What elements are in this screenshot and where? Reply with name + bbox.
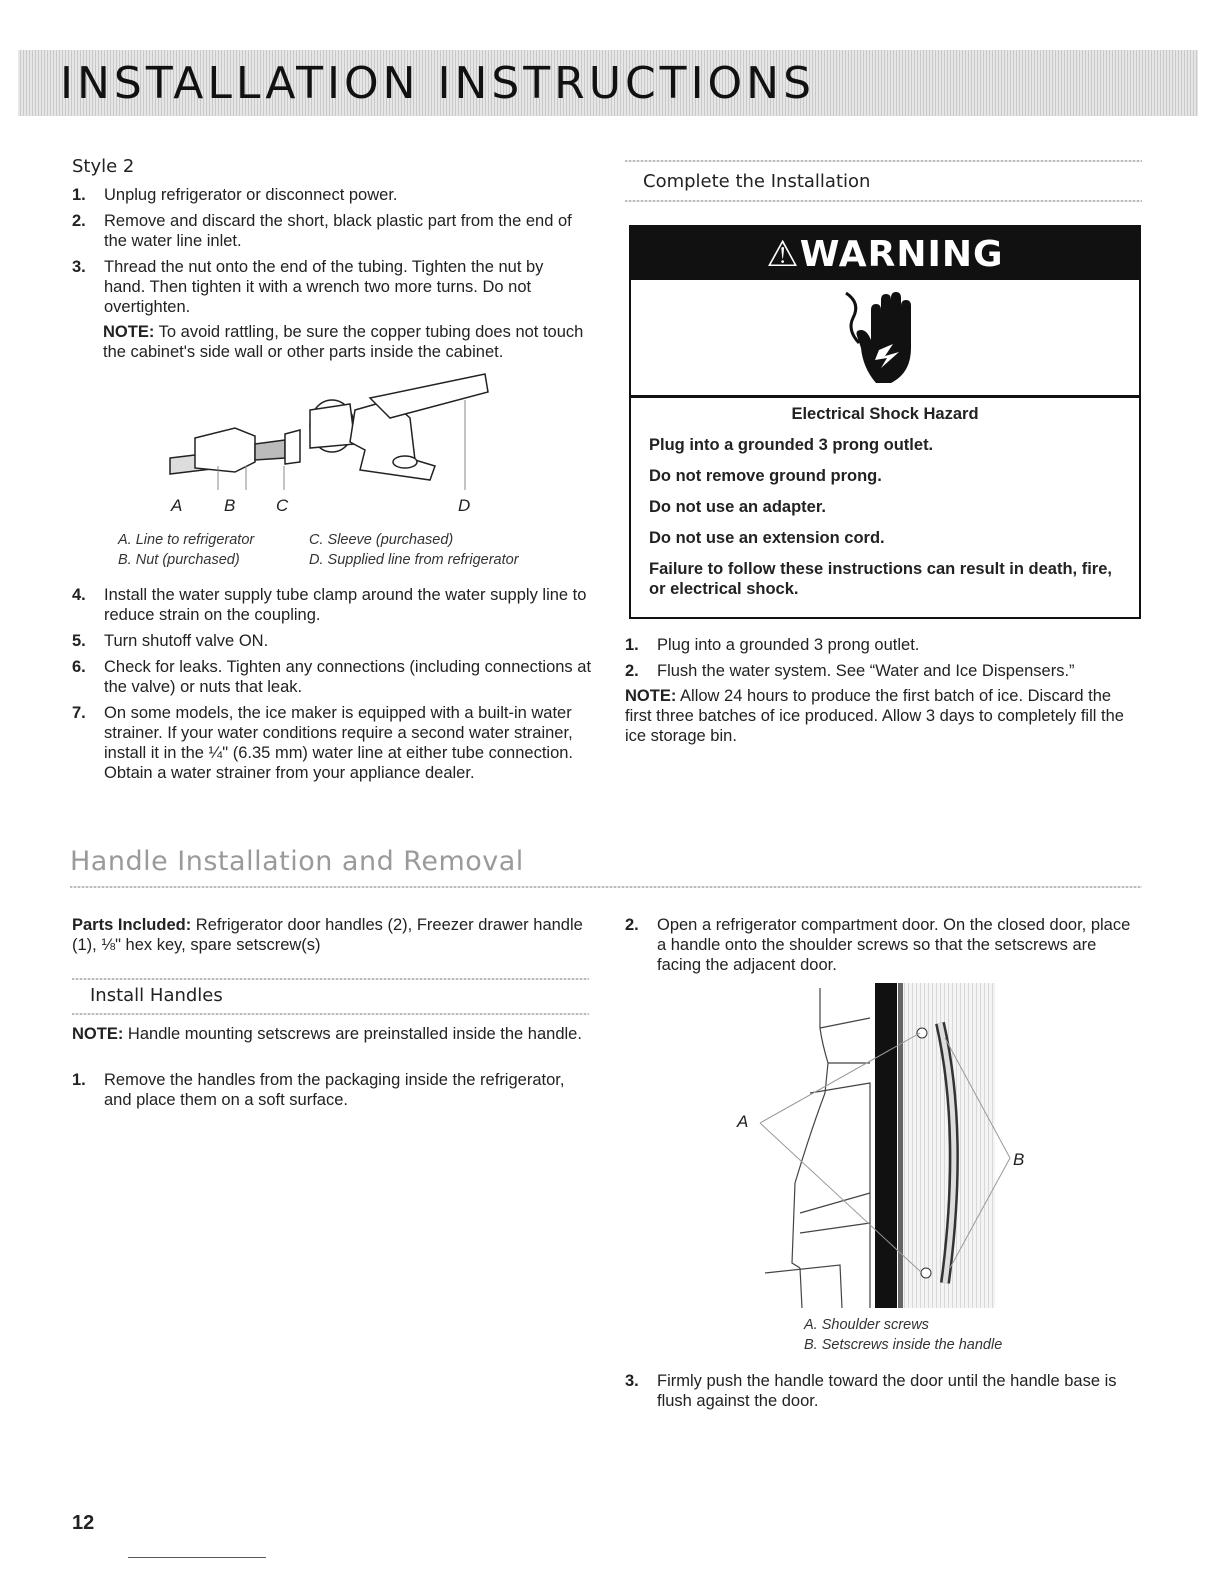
list-item: 3. Thread the nut onto the end of the tubing. Tighten the nut by hand. Then tighten it with a wrench two more turns. Do not overtighten. [72,258,544,316]
warning-line: Do not use an extension cord. [649,529,885,547]
figure1-label-c: C [276,496,289,515]
figure1-label-b: B [224,496,236,515]
warning-triangle-icon: ⚠ [766,234,800,275]
warning-text [631,398,1139,599]
warning-line: Do not use an adapter. [649,498,826,516]
footer-line [128,1557,266,1558]
divider [70,886,1142,888]
warning-header: ⚠WARNING [631,227,1139,280]
divider [72,978,589,980]
list-item: 1. Remove the handles from the packaging inside the refrigerator, and place them on a soft surface. [72,1071,565,1109]
install-handles-heading: Install Handles [90,985,223,1006]
divider [625,200,1142,202]
electric-shock-hand-icon [841,288,931,388]
warning-icon-area [631,280,1139,398]
steps-list-b [72,585,592,789]
install-steps-left [72,1070,587,1116]
list-item: 2. Flush the water system. See “Water and Ice Dispensers.” [625,662,1075,680]
figure1-caption-a: A. Line to refrigerator [118,532,255,548]
figure2-caption-b: B. Setscrews inside the handle [804,1337,1003,1353]
list-item: 3. Firmly push the handle toward the door until the handle base is flush against the door. [625,1372,1117,1410]
list-item: 1. Plug into a grounded 3 prong outlet. [625,636,920,654]
parts-included: Parts Included: Refrigerator door handles (2), Freezer drawer handle (1), ⅛" hex key, spare setscrew(s) [72,916,583,954]
water-line-fitting-illustration [160,370,500,490]
warning-line: Plug into a grounded 3 prong outlet. [649,436,934,454]
list-item: 4. Install the water supply tube clamp around the water supply line to reduce strain on the coupling. [72,586,587,624]
figure2-label-b: B [1013,1150,1025,1169]
warning-box [629,225,1141,619]
note-setscrews: NOTE: Handle mounting setscrews are preinstalled inside the handle. [72,1025,582,1043]
steps-list-a [72,185,587,323]
figure1-caption-d: D. Supplied line from refrigerator [309,552,519,568]
figure2-caption-a: A. Shoulder screws [804,1317,929,1333]
list-item: 5. Turn shutoff valve ON. [72,632,269,650]
list-item: 2. Open a refrigerator compartment door. On the closed door, place a handle onto the shoulder screws so that the setscrews are facing the adjacent door. [625,916,1131,974]
install-steps-right-b [625,1371,1145,1417]
warning-line: Failure to follow these instructions can result in death, fire, or electrical shock. [649,560,1112,598]
list-item: 7. On some models, the ice maker is equipped with a built-in water strainer. If your water conditions require a second water strainer, install it in the ¼" (6.35 mm) water line at either tube connection. Obtain a water strainer from your appliance dealer. [72,704,574,782]
figure2-label-a: A [737,1112,749,1131]
list-item: 6. Check for leaks. Tighten any connections (including connections at the valve) or nuts that leak. [72,658,592,696]
warning-line: Do not remove ground prong. [649,467,882,485]
page-title: INSTALLATION INSTRUCTIONS [60,58,816,109]
handle-installation-illustration [740,983,1030,1308]
note-ice: NOTE: Allow 24 hours to produce the first batch of ice. Discard the first three batches of ice produced. Allow 3 days to completely fill the ice storage bin. [625,687,1124,745]
complete-steps-list [625,635,1140,687]
divider [72,1013,589,1015]
figure1-caption-b: B. Nut (purchased) [118,552,240,568]
list-item: 1. Unplug refrigerator or disconnect power. [72,186,398,204]
style-2-heading: Style 2 [72,156,135,177]
divider [625,160,1142,162]
note-rattling: NOTE: To avoid rattling, be sure the copper tubing does not touch the cabinet's side wall or other parts inside the cabinet. [103,323,584,361]
install-steps-right-a [625,915,1140,981]
handle-section-heading: Handle Installation and Removal [70,846,524,877]
hazard-title: Electrical Shock Hazard [791,405,979,423]
figure1-label-a: A [171,496,183,515]
complete-installation-heading: Complete the Installation [643,171,871,192]
figure1-caption-c: C. Sleeve (purchased) [309,532,454,548]
figure1-label-d: D [458,496,471,515]
list-item: 2. Remove and discard the short, black plastic part from the end of the water line inlet. [72,212,572,250]
page-number: 12 [72,1512,95,1534]
